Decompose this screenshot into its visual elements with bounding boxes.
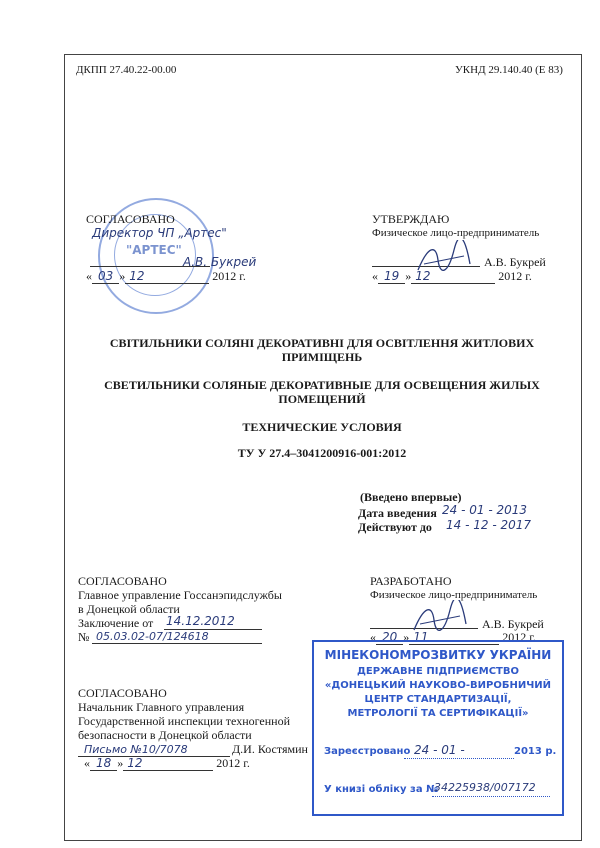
intro-first-time: (Введено впервые) [360, 490, 462, 504]
intro-valid-value: 14 - 12 - 2017 [446, 518, 531, 532]
title-ru-line1: СВЕТИЛЬНИКИ СОЛЯНЫЕ ДЕКОРАТИВНЫЕ ДЛЯ ОСВЕЩЕНИЯ ЖИЛЫХ [104, 378, 540, 392]
title-ua-line1: СВІТИЛЬНИКИ СОЛЯНІ ДЕКОРАТИВНІ ДЛЯ ОСВІТЛЕННЯ ЖИТЛОВИХ [109, 336, 535, 350]
title-ru-line2: ПОМЕЩЕНИЙ [278, 392, 366, 406]
reg-stamp-line4: ЦЕНТР СТАНДАРТИЗАЦІЇ, [364, 694, 512, 705]
agreed-1-conclusion-label: Заключение от [78, 616, 154, 630]
developed-name: А.В. Букрей [482, 617, 544, 631]
agreed-2-line1: Начальник Главного управления [78, 700, 245, 714]
reg-stamp-line2: ДЕРЖАВНЕ ПІДПРИЄМСТВО [357, 666, 519, 677]
registration-stamp [312, 640, 564, 816]
agreed-heading-top: СОГЛАСОВАНО [86, 212, 175, 226]
top-right-date: « 19 » 12 2012 г. [372, 269, 532, 283]
reg-registered-value: 24 - 01 - [414, 743, 465, 757]
reg-stamp-line1: МІНЕКОНОМРОЗВИТКУ УКРАЇНИ [324, 648, 552, 662]
top-left-name: А.В. Букрей [183, 255, 257, 269]
agreed-1-line1: Главное управление Госсанэпидслужбы [78, 588, 282, 602]
agreed-2-name: Д.И. Костямин [232, 742, 308, 756]
agreed-1-number-value: 05.03.02-07/124618 [96, 630, 209, 643]
agreed-2-line2: Государственной инспекции техногенной [78, 714, 290, 728]
doc-number: ТУ У 27.4–3041200916-001:2012 [237, 446, 407, 460]
agreed-2-line3: безопасности в Донецкой области [78, 728, 252, 742]
agreed-1-number-label: № [78, 630, 90, 644]
intro-valid-label: Действуют до [358, 520, 432, 534]
reg-book-label: У книзі обліку за № [324, 784, 439, 795]
agreed-2-date: « 18 » 12 2012 г. [84, 756, 250, 770]
round-stamp-text: "АРТЕС" [126, 243, 182, 257]
approve-heading: УТВЕРЖДАЮ [372, 212, 450, 226]
reg-registered-label: Зареєстровано [324, 746, 411, 757]
uknd-code: УКНД 29.140.40 (Е 83) [455, 64, 563, 76]
reg-registered-year: 2013 р. [514, 746, 557, 757]
agreed-1-line2: в Донецкой области [78, 602, 180, 616]
developed-subtitle: Физическое лицо-предприниматель [370, 589, 538, 601]
developed-heading: РАЗРАБОТАНО [370, 574, 452, 588]
intro-date-label: Дата введения [358, 506, 437, 520]
agreed-heading-2: СОГЛАСОВАНО [78, 686, 167, 700]
dkpp-code: ДКПП 27.40.22-00.00 [76, 64, 177, 76]
reg-stamp-line5: МЕТРОЛОГІЇ ТА СЕРТИФІКАЦІЇ» [347, 708, 529, 719]
doc-type: ТЕХНИЧЕСКИЕ УСЛОВИЯ [242, 420, 402, 434]
agreed-heading-1: СОГЛАСОВАНО [78, 574, 167, 588]
agreed-1-conclusion-date: 14.12.2012 [166, 614, 235, 628]
developed-date: « 20 » 11 2012 г. [370, 630, 536, 644]
intro-date-value: 24 - 01 - 2013 [442, 503, 527, 517]
director-handwritten: Директор ЧП „Артес" [92, 226, 227, 240]
reg-book-value: 34225938/007172 [434, 781, 536, 794]
agreed-2-letter: Письмо №10/7078 [84, 743, 188, 756]
reg-stamp-line3: «ДОНЕЦЬКИЙ НАУКОВО-ВИРОБНИЧИЙ [324, 680, 552, 691]
title-ua-line2: ПРИМІЩЕНЬ [281, 350, 363, 364]
top-left-date: « 03 » 12 2012 г. [86, 269, 246, 283]
top-right-name: А.В. Букрей [484, 255, 546, 269]
approve-subtitle: Физическое лицо-предприниматель [372, 227, 540, 239]
